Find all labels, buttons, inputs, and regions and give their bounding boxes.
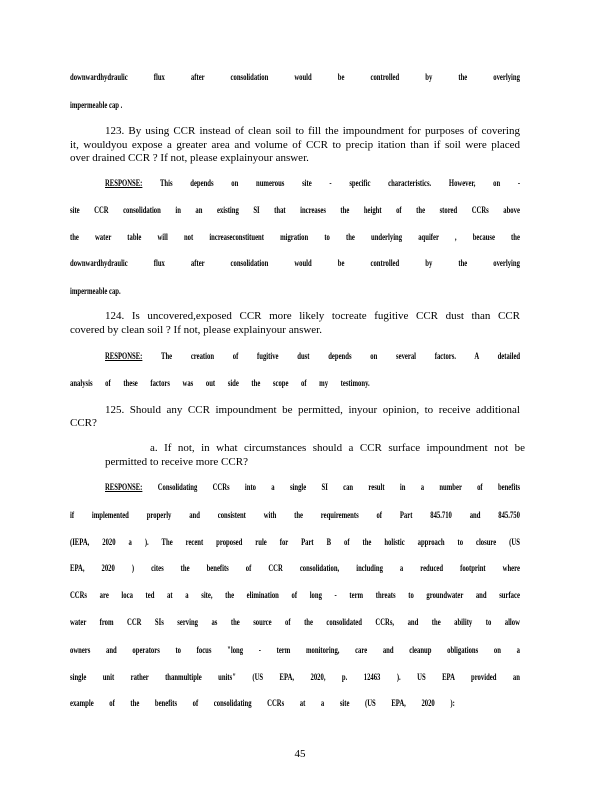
question-124-line: 124. Is uncovered,exposed CCR more likely tocreate fugitive CCR dust than CCR <box>105 310 520 322</box>
response-line: (IEPA, 2020 a ). The recent proposed rule for Part B of the holistic approach to closure (US <box>70 537 520 547</box>
question-125-line: CCR? <box>70 417 97 429</box>
question-123-line: it, wouldyou expose a greater area and volume of CCR to precip itation than if soil were placed <box>70 139 520 151</box>
response-line: the water table will not increaseconstituent migration to the underlying aquifer , because the <box>70 232 520 242</box>
question-125a-line: permitted to receive more CCR? <box>105 456 248 468</box>
response-label: RESPONSE: <box>105 351 143 361</box>
question-124-line: covered by clean soil ? If not, please explainyour answer. <box>70 324 322 336</box>
response-line: RESPONSE: The creation of fugitive dust depends on several factors. A detailed <box>105 351 521 361</box>
response-line: downwardhydraulic flux after consolidation would be controlled by the overlying <box>70 258 520 268</box>
page-number: 45 <box>294 748 306 760</box>
response-line: if implemented properly and consistent with the requirements of Part 845.710 and 845.750 <box>70 510 520 520</box>
response-line: site CCR consolidation in an existing SI that increases the height of the stored CCRs above <box>70 205 520 215</box>
response-line: analysis of these factors was out side the scope of my testimony. <box>70 378 370 388</box>
response-line: owners and operators to focus "long - term monitoring, care and cleanup obligations on a <box>70 645 520 655</box>
response-line: water from CCR SIs serving as the source of the consolidated CCRs, and the ability to allow <box>70 617 520 627</box>
question-125-line: 125. Should any CCR impoundment be permitted, inyour opinion, to receive additional <box>105 404 520 416</box>
response-line: RESPONSE: Consolidating CCRs into a single SI can result in a number of benefits <box>105 482 521 492</box>
response-label: RESPONSE: <box>105 482 143 492</box>
response-line: example of the benefits of consolidating CCRs at a site (US EPA, 2020 ): <box>70 698 455 708</box>
response-line: CCRs are loca ted at a site, the elimination of long - term threats to groundwater and surface <box>70 590 520 600</box>
question-123-line: 123. By using CCR instead of clean soil to fill the impoundment for purposes of covering <box>105 125 520 137</box>
response-line: EPA, 2020 ) cites the benefits of CCR consolidation, including a reduced footprint where <box>70 563 520 573</box>
response-line: impermeable cap. <box>70 286 121 296</box>
response-line: downwardhydraulic flux after consolidation would be controlled by the overlying <box>70 72 520 82</box>
response-label: RESPONSE: <box>105 178 143 188</box>
response-line: single unit rather thanmultiple units" (US EPA, 2020, p. 12463 ). US EPA provided an <box>70 672 520 682</box>
question-123-line: over drained CCR ? If not, please explainyour answer. <box>70 152 309 164</box>
question-125a-line: a. If not, in what circumstances should a CCR surface impoundment not be <box>150 442 525 454</box>
response-line: RESPONSE: This depends on numerous site - specific characteristics. However, on - <box>105 178 521 188</box>
response-line: impermeable cap . <box>70 100 123 110</box>
